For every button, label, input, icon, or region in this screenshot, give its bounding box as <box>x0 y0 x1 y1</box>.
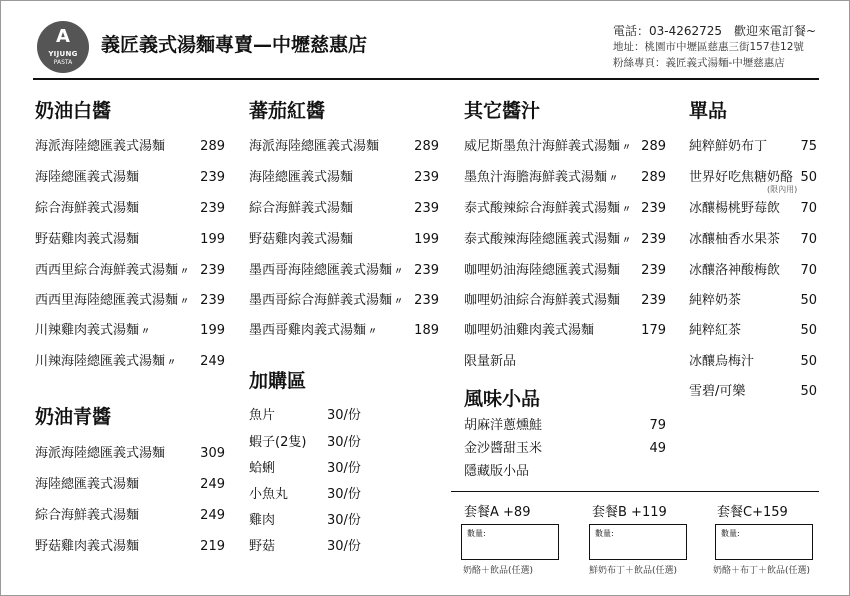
menu-item: 川辣海陸總匯義式湯麵 〃 <box>35 354 176 369</box>
single-item: 雪碧/可樂 <box>689 384 746 399</box>
set-a-title: 套餐A +89 <box>464 505 531 520</box>
quantity-label: 數量: <box>595 529 614 538</box>
single-price: 50 <box>800 323 817 338</box>
set-a-quantity-box[interactable] <box>461 524 559 560</box>
category-cream-green: 奶油青醬 <box>35 406 112 428</box>
single-price: 50 <box>800 354 817 369</box>
menu-price: 239 <box>414 293 439 308</box>
addon-price: 30/份 <box>327 539 361 554</box>
menu-price: 239 <box>200 263 225 278</box>
menu-price: 239 <box>200 170 225 185</box>
menu-item: 川辣雞肉義式湯麵 〃 <box>35 323 150 338</box>
single-item: 冰釀楊桃野莓飲 <box>689 201 781 216</box>
menu-item: 泰式酸辣海陸總匯義式湯麵 〃 <box>464 232 631 247</box>
quantity-label: 數量: <box>467 529 486 538</box>
single-item: 純粹紅茶 <box>689 323 742 338</box>
chili-icon: 〃 <box>622 236 631 246</box>
addon-price: 30/份 <box>327 435 361 450</box>
menu-price: 249 <box>200 354 225 369</box>
menu-item: 野菇雞肉義式湯麵 <box>35 539 140 554</box>
single-price: 70 <box>800 232 817 247</box>
addon-item: 小魚丸 <box>249 487 289 502</box>
menu-item: 綜合海鮮義式湯麵 <box>35 201 140 216</box>
set-c-note: 奶酪＋布丁＋飲品(任選) <box>713 566 811 576</box>
chili-icon: 〃 <box>141 327 150 337</box>
set-c-quantity-box[interactable] <box>715 524 813 560</box>
set-b-note: 鮮奶布丁＋飲品(任選) <box>589 566 678 576</box>
single-price: 50 <box>800 384 817 399</box>
single-price: 50 <box>800 293 817 308</box>
menu-price: 199 <box>200 232 225 247</box>
menu-item: 海派海陸總匯義式湯麵 <box>249 139 380 154</box>
menu-item: 海陸總匯義式湯麵 <box>35 477 140 492</box>
chili-icon: 〃 <box>622 205 631 215</box>
menu-item: 墨西哥雞肉義式湯麵 〃 <box>249 323 377 338</box>
chili-icon: 〃 <box>180 297 189 307</box>
store-logo <box>37 21 89 73</box>
logo-text-yijung: YIJUNG <box>48 50 78 58</box>
menu-price: 289 <box>641 170 666 185</box>
chili-icon: 〃 <box>394 267 403 277</box>
chili-icon: 〃 <box>394 297 403 307</box>
menu-price: 239 <box>641 263 666 278</box>
category-other-sauce: 其它醬汁 <box>464 100 541 122</box>
menu-item: 墨魚汁海膽海鮮義式湯麵 〃 <box>464 170 618 185</box>
fanpage-line: 粉絲專頁：義匠義式湯麵-中壢慈惠店 <box>613 57 785 69</box>
phone-line: 電話：03-4262725 歡迎來電訂餐~ <box>613 24 817 38</box>
menu-item: 綜合海鮮義式湯麵 <box>249 201 354 216</box>
quantity-label: 數量: <box>721 529 740 538</box>
header-divider <box>33 78 819 80</box>
addon-price: 30/份 <box>327 513 361 528</box>
single-item: 冰釀烏梅汁 <box>689 354 755 369</box>
menu-price: 199 <box>200 323 225 338</box>
single-item: 世界好吃焦糖奶酪 <box>689 170 794 185</box>
snack-item: 隱藏版小品 <box>464 464 530 479</box>
chili-icon: 〃 <box>167 358 176 368</box>
addon-item: 野菇 <box>249 539 276 554</box>
addon-item: 雞肉 <box>249 513 276 528</box>
addon-price: 30/份 <box>327 461 361 476</box>
menu-price: 249 <box>200 477 225 492</box>
chili-icon: 〃 <box>609 174 618 184</box>
contact-info <box>613 23 816 71</box>
snack-item: 胡麻洋蔥燻鮭 <box>464 418 543 433</box>
menu-price: 239 <box>200 201 225 216</box>
dine-in-note: (限內用) <box>767 185 798 194</box>
menu-item: 西西里海陸總匯義式湯麵 〃 <box>35 293 189 308</box>
menu-price: 289 <box>200 139 225 154</box>
menu-price: 179 <box>641 323 666 338</box>
menu-item: 咖哩奶油雞肉義式湯麵 <box>464 323 595 338</box>
menu-item: 墨西哥海陸總匯義式湯麵 〃 <box>249 263 403 278</box>
chili-icon: 〃 <box>368 327 377 337</box>
menu-item: 泰式酸辣綜合海鮮義式湯麵 〃 <box>464 201 631 216</box>
menu-price: 239 <box>641 232 666 247</box>
snack-price: 49 <box>649 441 666 456</box>
chili-icon: 〃 <box>180 267 189 277</box>
single-price: 50 <box>800 170 817 185</box>
menu-price: 239 <box>641 201 666 216</box>
category-single: 單品 <box>689 100 728 122</box>
menu-price: 249 <box>200 508 225 523</box>
set-c-title: 套餐C+159 <box>717 505 788 520</box>
category-addon: 加購區 <box>249 370 307 392</box>
addon-price: 30/份 <box>327 487 361 502</box>
menu-item: 海派海陸總匯義式湯麵 <box>35 446 166 461</box>
set-b-quantity-box[interactable] <box>589 524 687 560</box>
menu-price: 239 <box>414 263 439 278</box>
menu-item: 野菇雞肉義式湯麵 <box>35 232 140 247</box>
menu-price: 239 <box>414 170 439 185</box>
menu-item: 海陸總匯義式湯麵 <box>249 170 354 185</box>
menu-item: 咖哩奶油綜合海鮮義式湯麵 <box>464 293 621 308</box>
single-item: 純粹鮮奶布丁 <box>689 139 768 154</box>
menu-item: 海陸總匯義式湯麵 <box>35 170 140 185</box>
single-price: 75 <box>800 139 817 154</box>
set-a-note: 奶酪＋飲品(任選) <box>463 566 534 576</box>
snack-price: 79 <box>649 418 666 433</box>
menu-price: 289 <box>641 139 666 154</box>
addon-item: 蛤蜊 <box>249 461 276 476</box>
set-b-title: 套餐B +119 <box>592 505 667 520</box>
addon-price: 30/份 <box>327 408 361 423</box>
menu-item: 海派海陸總匯義式湯麵 <box>35 139 166 154</box>
menu-price: 239 <box>641 293 666 308</box>
menu-item: 綜合海鮮義式湯麵 <box>35 508 140 523</box>
menu-price: 239 <box>200 293 225 308</box>
logo-mark: A <box>56 26 70 47</box>
category-cream-white: 奶油白醬 <box>35 100 112 122</box>
address-line: 地址：桃園市中壢區慈惠三街157巷12號 <box>613 41 804 53</box>
category-snacks: 風味小品 <box>464 388 541 410</box>
addon-item: 魚片 <box>249 408 276 423</box>
addon-item: 蝦子(2隻) <box>249 435 307 450</box>
menu-price: 189 <box>414 323 439 338</box>
menu-item: 威尼斯墨魚汁海鮮義式湯麵 〃 <box>464 139 631 154</box>
menu-price: 289 <box>414 139 439 154</box>
category-tomato-red: 蕃茄紅醬 <box>249 100 326 122</box>
single-item: 純粹奶茶 <box>689 293 742 308</box>
menu-price: 239 <box>414 201 439 216</box>
single-price: 70 <box>800 201 817 216</box>
snack-item: 金沙醬甜玉米 <box>464 441 543 456</box>
store-title: 義匠義式湯麵專賣—中壢慈惠店 <box>101 34 368 56</box>
menu-item: 墨西哥綜合海鮮義式湯麵 〃 <box>249 293 403 308</box>
chili-icon: 〃 <box>622 143 631 153</box>
single-item: 冰釀柚香水果茶 <box>689 232 781 247</box>
menu-price: 199 <box>414 232 439 247</box>
menu-item: 西西里綜合海鮮義式湯麵 〃 <box>35 263 189 278</box>
menu-price: 309 <box>200 446 225 461</box>
menu-item: 咖哩奶油海陸總匯義式湯麵 <box>464 263 621 278</box>
menu-price: 219 <box>200 539 225 554</box>
menu-item: 野菇雞肉義式湯麵 <box>249 232 354 247</box>
sets-divider <box>451 491 819 492</box>
single-price: 70 <box>800 263 817 278</box>
menu-item: 限量新品 <box>464 354 517 369</box>
logo-text-pasta: PASTA <box>53 59 73 66</box>
single-item: 冰釀洛神酸梅飲 <box>689 263 781 278</box>
